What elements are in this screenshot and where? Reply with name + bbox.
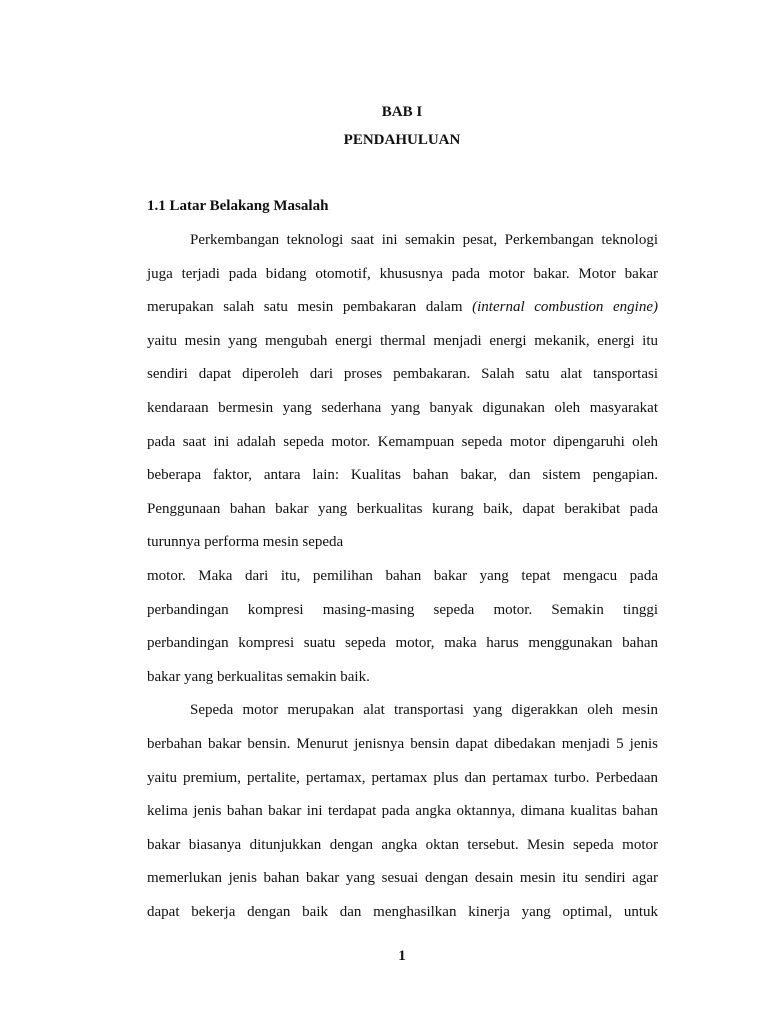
paragraph-line: bakar biasanya ditunjukkan dengan angka oktan tersebut. Mesin sepeda motor xyxy=(147,836,658,853)
paragraph-line: motor. Maka dari itu, pemilihan bahan bakar yang tepat mengacu pada xyxy=(147,567,658,584)
paragraph-line: dapat bekerja dengan baik dan menghasilkan kinerja yang optimal, untuk xyxy=(147,903,658,920)
paragraph-line: berbahan bakar bensin. Menurut jenisnya bensin dapat dibedakan menjadi 5 jenis xyxy=(147,735,658,752)
italic-term: (internal combustion engine) xyxy=(472,299,658,316)
paragraph-line: Sepeda motor merupakan alat transportasi yang digerakkan oleh mesin xyxy=(190,702,658,719)
paragraph-line: bakar yang berkualitas semakin baik. xyxy=(147,668,370,685)
paragraph-line: yaitu premium, pertalite, pertamax, pertamax plus dan pertamax turbo. Perbedaan xyxy=(147,769,658,786)
paragraph-line: pada saat ini adalah sepeda motor. Kemampuan sepeda motor dipengaruhi oleh xyxy=(147,433,658,450)
paragraph-line-text: merupakan salah satu mesin pembakaran dalam xyxy=(147,299,463,316)
paragraph-line: kelima jenis bahan bakar ini terdapat pada angka oktannya, dimana kualitas bahan xyxy=(147,803,658,820)
chapter-number: BAB I xyxy=(381,104,423,120)
paragraph-line: kendaraan bermesin yang sederhana yang banyak digunakan oleh masyarakat xyxy=(147,399,658,416)
paragraph-line: yaitu mesin yang mengubah energi thermal menjadi energi mekanik, energi itu xyxy=(147,332,658,349)
paragraph-line xyxy=(147,291,658,325)
paragraph-line: Perkembangan teknologi saat ini semakin pesat, Perkembangan teknologi xyxy=(190,232,658,248)
chapter-title: PENDAHULUAN xyxy=(343,132,461,148)
paragraph-line: Penggunaan bahan bakar yang berkualitas kurang baik, dapat berakibat pada xyxy=(147,500,658,517)
paragraph-line: perbandingan kompresi masing-masing sepeda motor. Semakin tinggi xyxy=(147,601,658,618)
page-number: 1 xyxy=(398,948,406,964)
paragraph-line: turunnya performa mesin sepeda xyxy=(147,534,344,551)
paragraph-line: perbandingan kompresi suatu sepeda motor, maka harus menggunakan bahan xyxy=(147,635,658,652)
paragraph-line: memerlukan jenis bahan bakar yang sesuai dengan desain mesin itu sendiri agar xyxy=(147,870,658,887)
section-heading: 1.1 Latar Belakang Masalah xyxy=(147,198,329,214)
paragraph-line: sendiri dapat diperoleh dari proses pembakaran. Salah satu alat tansportasi xyxy=(147,366,658,383)
body-text xyxy=(147,224,658,929)
paragraph-line: juga terjadi pada bidang otomotif, khususnya pada motor bakar. Motor bakar xyxy=(147,265,658,282)
paragraph-line: beberapa faktor, antara lain: Kualitas bahan bakar, dan sistem pengapian. xyxy=(147,467,658,484)
